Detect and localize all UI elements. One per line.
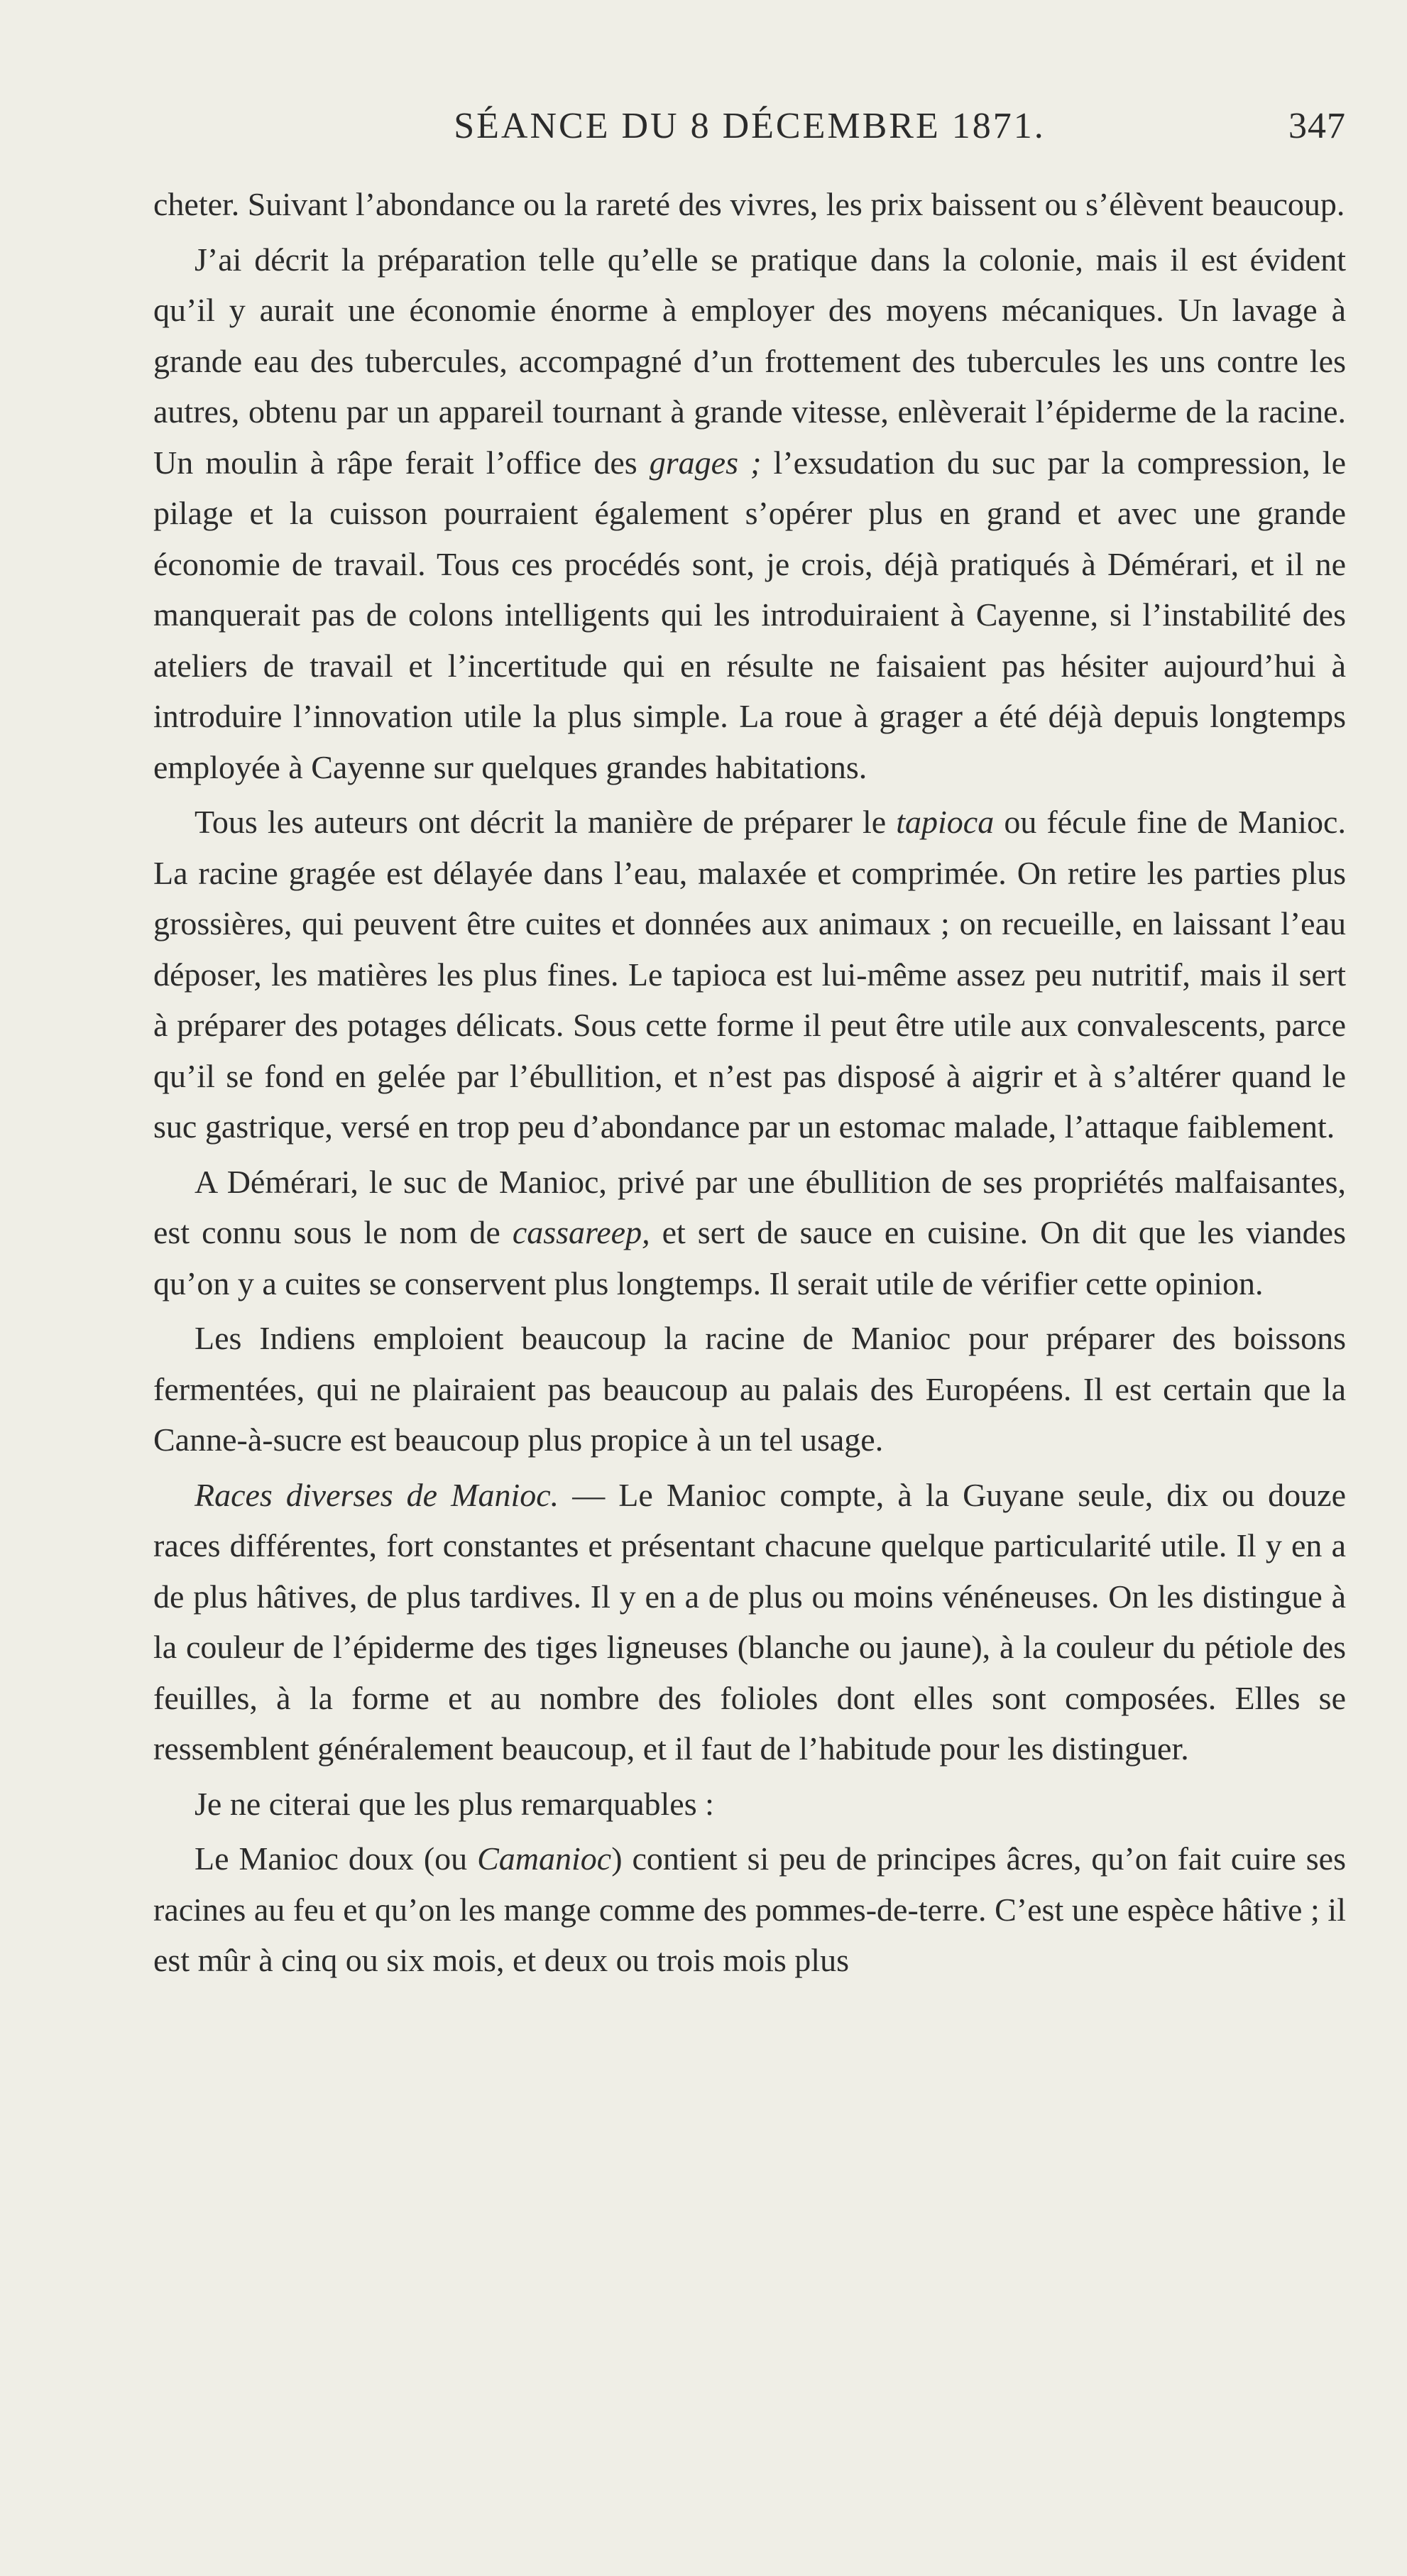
paragraph-text: ) contient si peu de principes âcres, qu’on fait cuire ses racines au feu et qu’on les mange comme des pommes-de-terre. C’est une espèce hâtive ; il est mûr à cinq ou six mois, et deux ou trois mois plus	[153, 1840, 1346, 1978]
paragraph-text: Tous les auteurs ont décrit la manière de préparer le	[195, 804, 897, 840]
paragraph-5	[153, 1313, 1346, 1466]
page-number: 347	[1288, 106, 1346, 146]
section-heading-races: Races diverses de Manioc.	[195, 1476, 559, 1513]
paragraph-6	[153, 1470, 1346, 1774]
paragraph-text: J’ai décrit la préparation telle qu’elle se pratique dans la colonie, mais il est évident qu’il y aurait une économie énorme à employer des moyens mécaniques. Un lavage à grande eau des tubercules, accompagné d’un frottement des tubercules les uns contre les autres, obtenu par un appareil tournant à grande vitesse, enlèverait l’épiderme de la racine. Un moulin à râpe ferait l’office des	[153, 241, 1346, 481]
paragraph-text: et sert de sauce en cuisine. On dit que les viandes qu’on y a cuites se conservent plus longtemps. Il serait utile de vérifier cette opinion.	[153, 1214, 1346, 1301]
paragraph-text: Le Manioc doux (ou	[195, 1840, 478, 1877]
italic-term-tapioca: tapioca	[896, 804, 995, 840]
paragraph-7	[153, 1779, 1346, 1830]
paragraph-1	[153, 179, 1346, 230]
running-head	[153, 105, 1346, 155]
paragraph-text: — Le Manioc compte, à la Guyane seule, dix ou douze races différentes, fort constantes et présentant chacune quelque particularité utile. Il y en a de plus hâtives, de plus tardives. Il y en a de plus ou moins vénéneuses. On les distingue à la couleur de l’épiderme des tiges ligneuses (blanche ou jaune), à la couleur du pétiole des feuilles, à la forme et au nombre des folioles dont elles sont composées. Elles se ressemblent généralement beaucoup, et il faut de l’habitude pour les distinguer.	[153, 1476, 1346, 1767]
italic-term-camanioc: Camanioc	[477, 1840, 612, 1877]
body-text	[153, 179, 1346, 1990]
paragraph-text: A Démérari, le suc de Manioc, privé par une ébullition de ses propriétés malfaisantes, est connu sous le nom de	[153, 1163, 1346, 1250]
paragraph-text: cheter. Suivant l’abondance ou la rareté des vivres, les prix baissent ou s’élèvent beaucoup.	[153, 186, 1345, 222]
paragraph-text: Les Indiens emploient beaucoup la racine de Manioc pour préparer des boissons fermentées, qui ne plairaient pas beaucoup au palais des Européens. Il est certain que la Canne-à-sucre est beaucoup plus propice à un tel usage.	[153, 1320, 1346, 1458]
paragraph-2	[153, 234, 1346, 793]
paragraph-8	[153, 1833, 1346, 1986]
paragraph-text: ou fécule fine de Manioc. La racine gragée est délayée dans l’eau, malaxée et comprimée. On retire les parties plus grossières, qui peuvent être cuites et données aux animaux ; on recueille, en laissant l’eau déposer, les matières les plus fines. Le tapioca est lui-même assez peu nutritif, mais il sert à préparer des potages délicats. Sous cette forme il peut être utile aux convalescents, parce qu’il se fond en gelée par l’ébullition, et n’est pas disposé à aigrir et à s’altérer quand le suc gastrique, versé en trop peu d’abondance par un estomac malade, l’attaque faiblement.	[153, 804, 1346, 1145]
paragraph-4	[153, 1157, 1346, 1309]
paragraph-3	[153, 797, 1346, 1152]
running-title: SÉANCE DU 8 DÉCEMBRE 1871.	[454, 106, 1046, 146]
italic-term-cassareep: cassareep,	[512, 1214, 650, 1250]
paragraph-text: l’exsudation du suc par la compression, le pilage et la cuisson pourraient également s’opérer plus en grand et avec une grande économie de travail. Tous ces procédés sont, je crois, déjà pratiqués à Démérari, et il ne manquerait pas de colons intelligents qui les introduiraient à Cayenne, si l’instabilité des ateliers de travail et l’incertitude qui en résulte ne faisaient pas hésiter aujourd’hui à introduire l’innovation utile la plus simple. La roue à grager a été déjà depuis longtemps employée à Cayenne sur quelques grandes habitations.	[153, 444, 1347, 785]
italic-term-grages: grages ;	[649, 444, 762, 481]
paragraph-text: Je ne citerai que les plus remarquables :	[195, 1785, 714, 1822]
